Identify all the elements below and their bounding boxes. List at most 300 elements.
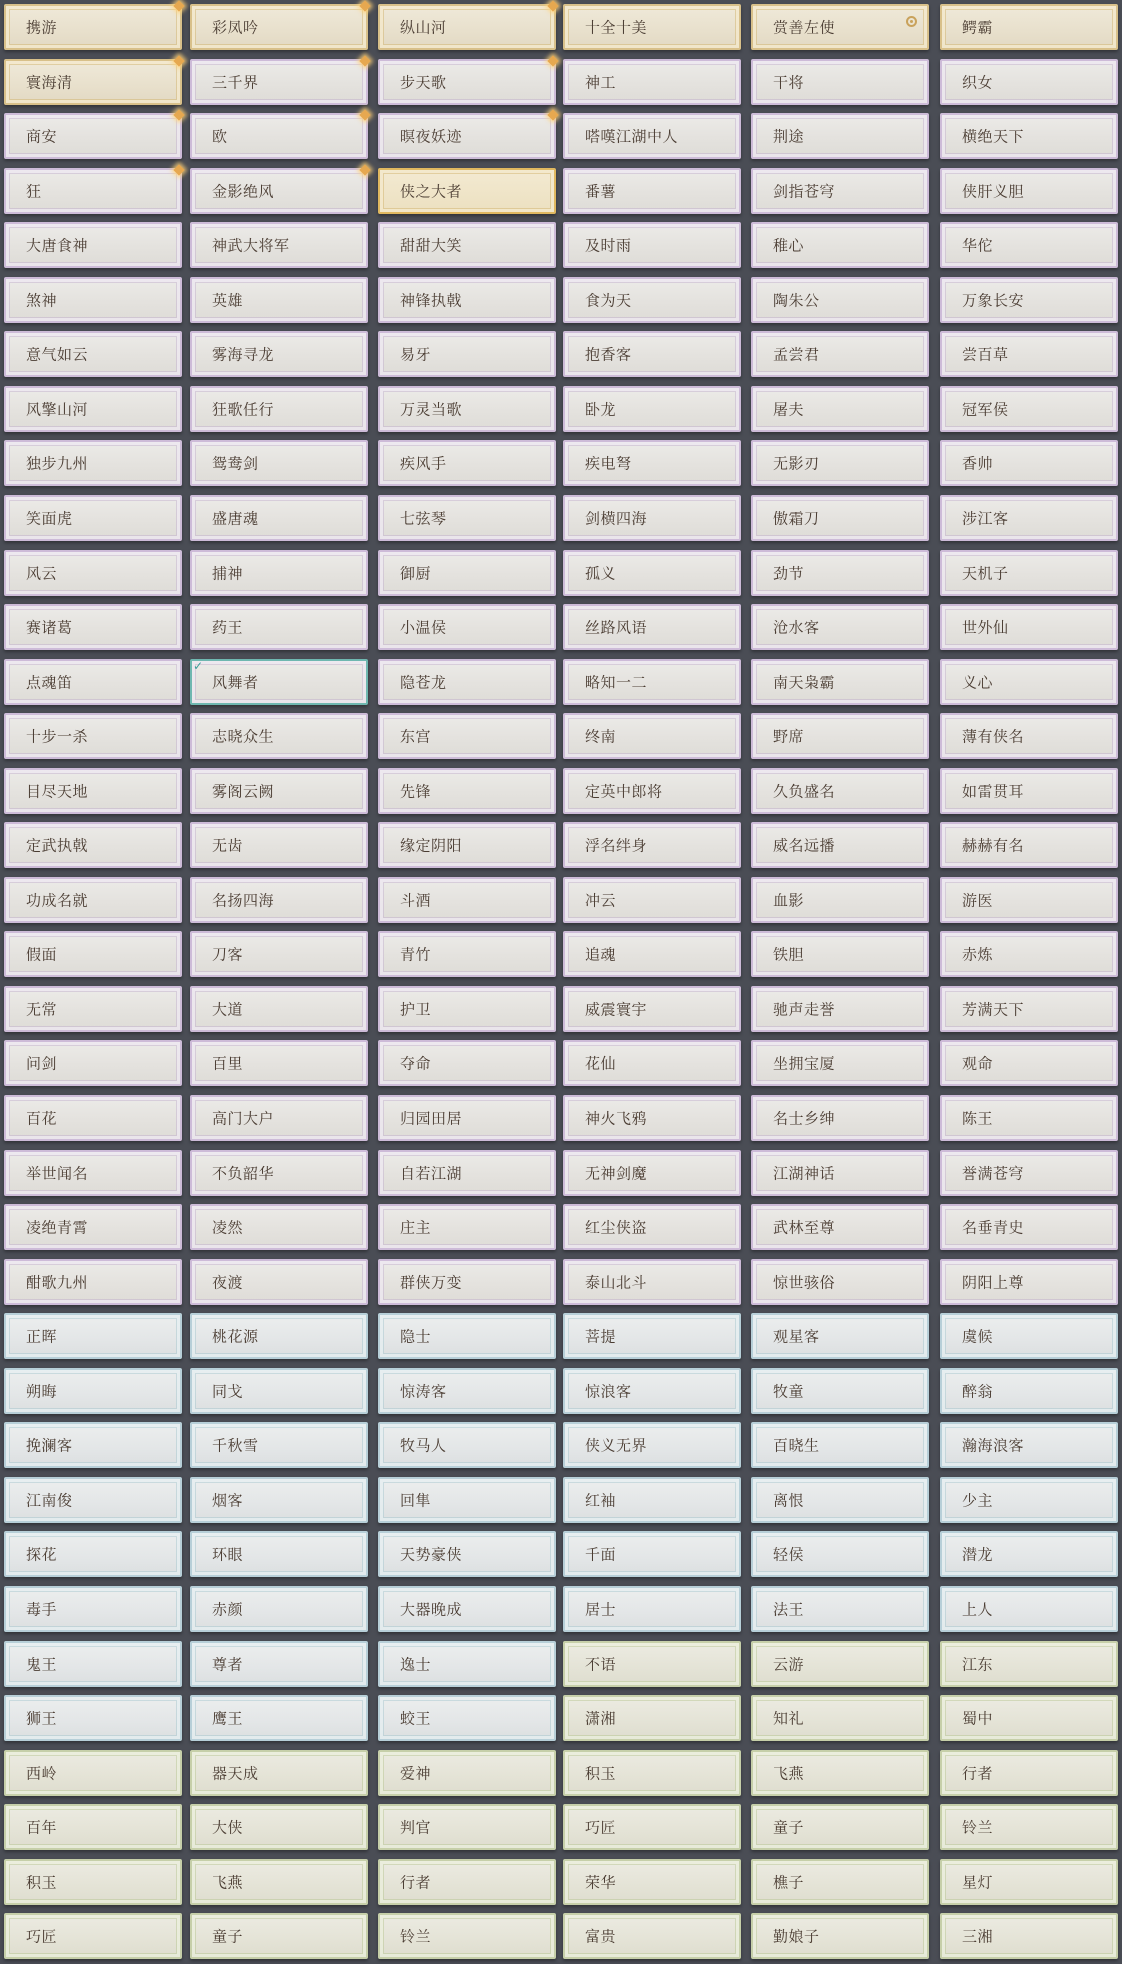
title-card[interactable] <box>563 1586 741 1632</box>
title-card-label: 疾电弩 <box>585 454 632 473</box>
title-card[interactable] <box>940 168 1118 214</box>
title-card[interactable] <box>4 659 182 705</box>
title-card[interactable] <box>378 1095 556 1141</box>
title-card-label: 点魂笛 <box>26 673 73 692</box>
title-card-label: 血影 <box>773 891 805 910</box>
title-card[interactable] <box>940 1259 1118 1305</box>
title-card[interactable] <box>563 1641 741 1687</box>
title-card[interactable] <box>190 4 368 50</box>
title-card-label: 独步九州 <box>26 454 89 473</box>
title-card[interactable] <box>940 1531 1118 1577</box>
title-card[interactable] <box>751 1422 929 1468</box>
title-card[interactable] <box>4 1204 182 1250</box>
title-card[interactable] <box>563 1913 741 1959</box>
title-card[interactable] <box>190 822 368 868</box>
title-card[interactable] <box>378 440 556 486</box>
title-card[interactable] <box>751 659 929 705</box>
title-card[interactable] <box>563 1695 741 1741</box>
title-card-label: 三千界 <box>212 73 259 92</box>
title-card-label: 法王 <box>773 1600 805 1619</box>
title-card[interactable] <box>563 277 741 323</box>
title-card[interactable] <box>378 277 556 323</box>
title-card[interactable] <box>378 713 556 759</box>
title-card[interactable] <box>940 1804 1118 1850</box>
title-card[interactable] <box>751 550 929 596</box>
title-card[interactable] <box>940 768 1118 814</box>
title-card[interactable] <box>751 113 929 159</box>
title-card[interactable] <box>563 1531 741 1577</box>
title-card[interactable] <box>378 1204 556 1250</box>
title-card[interactable] <box>190 1586 368 1632</box>
title-card[interactable] <box>4 168 182 214</box>
title-card-label: 蛟王 <box>400 1709 432 1728</box>
title-card[interactable] <box>378 1641 556 1687</box>
title-card-label: 勤娘子 <box>773 1927 820 1946</box>
title-card-label: 孤义 <box>585 564 617 582</box>
title-card[interactable] <box>751 4 929 50</box>
title-card[interactable] <box>378 1586 556 1632</box>
title-card[interactable] <box>563 113 741 159</box>
title-card[interactable] <box>378 1040 556 1086</box>
title-card-label: 先锋 <box>400 782 432 801</box>
title-card[interactable] <box>4 986 182 1032</box>
title-card[interactable] <box>190 1040 368 1086</box>
title-card-label: 巧匠 <box>585 1818 617 1837</box>
title-card[interactable] <box>190 1859 368 1905</box>
title-card-label: 大唐食神 <box>26 236 89 255</box>
title-card[interactable] <box>378 1531 556 1577</box>
title-card[interactable] <box>4 1859 182 1905</box>
title-card[interactable] <box>940 1695 1118 1741</box>
title-card-label: 神工 <box>585 73 617 92</box>
title-card[interactable] <box>940 386 1118 432</box>
title-card[interactable] <box>4 1695 182 1741</box>
title-card[interactable] <box>751 713 929 759</box>
title-card[interactable] <box>940 113 1118 159</box>
title-card[interactable] <box>190 931 368 977</box>
title-card[interactable] <box>190 59 368 105</box>
title-card[interactable] <box>378 768 556 814</box>
title-card[interactable] <box>940 495 1118 541</box>
title-card-label: 不负韶华 <box>212 1164 275 1183</box>
title-card[interactable] <box>4 1313 182 1359</box>
title-card-label: 飞燕 <box>212 1873 244 1892</box>
title-card[interactable] <box>4 59 182 105</box>
new-star-icon <box>173 55 184 66</box>
title-card[interactable] <box>563 440 741 486</box>
title-card[interactable] <box>751 1204 929 1250</box>
title-card[interactable] <box>940 1913 1118 1959</box>
title-card[interactable] <box>940 931 1118 977</box>
title-card[interactable] <box>378 1695 556 1741</box>
title-card-label: 彩凤吟 <box>212 18 259 37</box>
title-card-label: 名扬四海 <box>212 891 275 910</box>
title-card[interactable] <box>378 1477 556 1523</box>
title-card[interactable] <box>751 1150 929 1196</box>
title-card[interactable] <box>751 1695 929 1741</box>
title-card[interactable] <box>4 822 182 868</box>
title-card[interactable] <box>751 168 929 214</box>
title-card[interactable] <box>190 1313 368 1359</box>
title-card[interactable] <box>378 877 556 923</box>
title-card[interactable] <box>4 1422 182 1468</box>
title-card[interactable] <box>751 1259 929 1305</box>
title-card[interactable] <box>378 1313 556 1359</box>
title-card[interactable] <box>751 1750 929 1796</box>
new-star-icon <box>359 0 370 11</box>
title-card[interactable] <box>940 1040 1118 1086</box>
title-card[interactable] <box>751 1641 929 1687</box>
title-card[interactable] <box>751 604 929 650</box>
title-card[interactable] <box>190 440 368 486</box>
title-card[interactable] <box>751 386 929 432</box>
title-card-label: 群侠万变 <box>400 1273 463 1292</box>
title-card[interactable] <box>563 1422 741 1468</box>
title-card-label: 牧马人 <box>400 1436 447 1455</box>
title-card[interactable] <box>190 1095 368 1141</box>
title-card[interactable] <box>4 386 182 432</box>
title-card[interactable] <box>563 1204 741 1250</box>
title-card[interactable] <box>190 1150 368 1196</box>
title-card-label: 行者 <box>400 1873 432 1892</box>
title-card-label: 武林至尊 <box>773 1218 836 1237</box>
title-card-label: 回隼 <box>400 1491 432 1510</box>
title-card[interactable] <box>190 1641 368 1687</box>
title-card-label: 抱香客 <box>585 345 632 364</box>
title-card-label: 威名远播 <box>773 836 836 855</box>
title-card[interactable] <box>4 495 182 541</box>
title-card[interactable] <box>378 1150 556 1196</box>
title-card[interactable] <box>378 331 556 377</box>
title-card[interactable] <box>4 277 182 323</box>
title-card[interactable] <box>563 1095 741 1141</box>
title-card-label: 侠义无界 <box>585 1436 648 1455</box>
title-card[interactable] <box>563 168 741 214</box>
title-card[interactable] <box>190 331 368 377</box>
title-card[interactable] <box>190 1750 368 1796</box>
title-card[interactable] <box>563 1313 741 1359</box>
title-card[interactable] <box>378 822 556 868</box>
title-card-label: 孟尝君 <box>773 345 820 364</box>
new-star-icon <box>547 55 558 66</box>
title-card[interactable] <box>4 1150 182 1196</box>
title-card[interactable] <box>940 986 1118 1032</box>
title-card[interactable] <box>563 495 741 541</box>
title-card[interactable] <box>751 1095 929 1141</box>
title-card-label: 煞神 <box>26 291 58 310</box>
title-card-label: 沧水客 <box>773 618 820 637</box>
title-card[interactable] <box>4 1531 182 1577</box>
title-card[interactable] <box>751 331 929 377</box>
title-card[interactable] <box>190 986 368 1032</box>
title-card[interactable] <box>940 1313 1118 1359</box>
title-card[interactable] <box>563 986 741 1032</box>
new-star-icon <box>173 164 184 175</box>
title-card[interactable] <box>940 1422 1118 1468</box>
title-card[interactable] <box>940 59 1118 105</box>
title-card-label: 浮名绊身 <box>585 836 648 855</box>
title-card[interactable] <box>751 1913 929 1959</box>
title-card[interactable] <box>378 1913 556 1959</box>
title-card[interactable] <box>4 4 182 50</box>
title-card-label: 红袖 <box>585 1491 617 1510</box>
title-card[interactable] <box>190 1913 368 1959</box>
title-card-label: 鬼王 <box>26 1655 58 1673</box>
title-card[interactable] <box>4 931 182 977</box>
title-card[interactable] <box>190 1204 368 1250</box>
title-card[interactable] <box>190 168 368 214</box>
title-card-label: 环眼 <box>212 1545 244 1564</box>
title-card[interactable] <box>4 1913 182 1959</box>
title-card[interactable] <box>378 1368 556 1414</box>
title-card[interactable] <box>190 550 368 596</box>
title-card[interactable] <box>563 1368 741 1414</box>
title-card[interactable] <box>378 4 556 50</box>
title-card[interactable] <box>563 604 741 650</box>
title-card[interactable] <box>563 1750 741 1796</box>
title-card-label: 荆途 <box>773 127 805 146</box>
title-card[interactable] <box>563 4 741 50</box>
title-card[interactable] <box>378 604 556 650</box>
title-card[interactable] <box>751 986 929 1032</box>
title-card[interactable] <box>563 1477 741 1523</box>
title-card[interactable] <box>751 822 929 868</box>
title-card[interactable] <box>751 59 929 105</box>
title-card[interactable] <box>378 495 556 541</box>
title-card-label: 百年 <box>26 1818 58 1837</box>
title-card[interactable] <box>751 1040 929 1086</box>
title-card[interactable] <box>190 604 368 650</box>
title-card-label: 赛诸葛 <box>26 618 73 637</box>
title-card[interactable] <box>4 1040 182 1086</box>
title-card[interactable] <box>4 713 182 759</box>
title-card[interactable] <box>4 604 182 650</box>
title-card[interactable] <box>563 386 741 432</box>
title-card-label: 世外仙 <box>962 618 1009 637</box>
title-card[interactable] <box>190 1477 368 1523</box>
title-card-label: 毒手 <box>26 1600 58 1619</box>
title-card[interactable] <box>940 1477 1118 1523</box>
title-card[interactable] <box>940 1150 1118 1196</box>
title-card[interactable] <box>751 1859 929 1905</box>
title-card[interactable] <box>4 550 182 596</box>
title-card[interactable] <box>563 1040 741 1086</box>
new-star-icon <box>173 0 184 11</box>
title-card[interactable] <box>4 222 182 268</box>
title-card[interactable] <box>4 1259 182 1305</box>
title-card-label: 笑面虎 <box>26 509 73 528</box>
title-card[interactable] <box>190 1422 368 1468</box>
title-card[interactable] <box>190 877 368 923</box>
title-card[interactable] <box>190 659 368 705</box>
title-card-label: 南天枭霸 <box>773 673 836 692</box>
title-card-label: 威震寰宇 <box>585 1000 648 1019</box>
title-card[interactable] <box>751 1477 929 1523</box>
title-card-label: 西岭 <box>26 1764 58 1783</box>
title-card[interactable] <box>4 768 182 814</box>
title-card[interactable] <box>751 931 929 977</box>
title-card[interactable] <box>940 1586 1118 1632</box>
title-card[interactable] <box>190 1695 368 1741</box>
title-card[interactable] <box>190 1368 368 1414</box>
title-card[interactable] <box>378 1259 556 1305</box>
title-card[interactable] <box>563 931 741 977</box>
title-card-label: 三湘 <box>962 1927 994 1946</box>
title-card[interactable] <box>378 1804 556 1850</box>
title-card[interactable] <box>563 331 741 377</box>
title-card[interactable] <box>4 1477 182 1523</box>
title-card-label: 雾海寻龙 <box>212 345 275 364</box>
title-card-label: 野席 <box>773 727 805 746</box>
title-card-label: 赏善左使 <box>773 18 836 37</box>
title-card[interactable] <box>751 277 929 323</box>
title-card[interactable] <box>940 277 1118 323</box>
title-card-label: 离恨 <box>773 1491 805 1510</box>
title-card[interactable] <box>751 1804 929 1850</box>
title-card[interactable] <box>751 1368 929 1414</box>
title-card[interactable] <box>4 331 182 377</box>
title-card[interactable] <box>563 822 741 868</box>
title-card[interactable] <box>563 1150 741 1196</box>
title-card-label: 上人 <box>962 1600 994 1619</box>
title-card[interactable] <box>378 986 556 1032</box>
title-card[interactable] <box>190 495 368 541</box>
title-card-label: 驰声走誉 <box>773 1000 836 1019</box>
title-card[interactable] <box>563 768 741 814</box>
title-card-label: 欧 <box>212 127 228 146</box>
title-card[interactable] <box>190 113 368 159</box>
title-card-label: 定武执戟 <box>26 836 89 855</box>
title-card[interactable] <box>563 877 741 923</box>
title-card[interactable] <box>4 113 182 159</box>
title-card[interactable] <box>751 1313 929 1359</box>
title-card-label: 富贵 <box>585 1927 617 1946</box>
title-card[interactable] <box>4 877 182 923</box>
title-card[interactable] <box>378 59 556 105</box>
title-card-label: 惊世骇俗 <box>773 1273 836 1292</box>
title-card-label: 樵子 <box>773 1873 805 1892</box>
title-card[interactable] <box>190 1804 368 1850</box>
title-card[interactable] <box>940 713 1118 759</box>
title-card[interactable] <box>940 1095 1118 1141</box>
title-card-label: 坐拥宝厦 <box>773 1054 836 1073</box>
title-card[interactable] <box>563 1259 741 1305</box>
title-card[interactable] <box>940 4 1118 50</box>
swirl-icon <box>906 16 917 27</box>
title-card[interactable] <box>563 659 741 705</box>
title-card-label: 丝路风语 <box>585 618 648 637</box>
title-card-label: 夜渡 <box>212 1273 244 1292</box>
title-card[interactable] <box>940 222 1118 268</box>
title-card-label: 万灵当歌 <box>400 400 463 419</box>
title-card[interactable] <box>190 1259 368 1305</box>
title-card[interactable] <box>4 1804 182 1850</box>
title-card[interactable] <box>4 1586 182 1632</box>
title-card[interactable] <box>940 1368 1118 1414</box>
title-card-label: 游医 <box>962 891 994 910</box>
title-card[interactable] <box>940 1641 1118 1687</box>
title-card-label: 携游 <box>26 18 58 37</box>
title-card[interactable] <box>563 713 741 759</box>
title-card-label: 桃花源 <box>212 1327 259 1346</box>
title-card-label: 金影绝风 <box>212 182 275 201</box>
check-icon: ✓ <box>193 658 204 673</box>
title-card[interactable] <box>563 550 741 596</box>
title-card-label: 居士 <box>585 1600 617 1619</box>
title-card[interactable] <box>378 1750 556 1796</box>
title-card[interactable] <box>378 168 556 214</box>
title-card-label: 观星客 <box>773 1327 820 1346</box>
title-card[interactable] <box>940 1859 1118 1905</box>
title-card[interactable] <box>4 440 182 486</box>
title-card[interactable] <box>940 659 1118 705</box>
title-card[interactable] <box>378 931 556 977</box>
title-card[interactable] <box>751 440 929 486</box>
title-card-label: 轻侯 <box>773 1545 805 1564</box>
title-card[interactable] <box>4 1641 182 1687</box>
title-card[interactable] <box>751 768 929 814</box>
title-card[interactable] <box>563 1804 741 1850</box>
title-card[interactable] <box>563 222 741 268</box>
title-card-label: 百晓生 <box>773 1436 820 1455</box>
title-card-label: 名士乡绅 <box>773 1109 836 1128</box>
title-card-label: 冠军侯 <box>962 400 1009 419</box>
title-card[interactable] <box>751 1531 929 1577</box>
title-card[interactable] <box>563 59 741 105</box>
title-card[interactable] <box>751 877 929 923</box>
title-card[interactable] <box>940 550 1118 596</box>
title-card-label: 千面 <box>585 1545 617 1564</box>
title-card[interactable] <box>378 1422 556 1468</box>
title-card[interactable] <box>190 1531 368 1577</box>
title-card[interactable] <box>940 604 1118 650</box>
title-card-label: 终南 <box>585 727 617 746</box>
title-card[interactable] <box>190 768 368 814</box>
title-card[interactable] <box>378 386 556 432</box>
title-card-label: 目尽天地 <box>26 782 89 801</box>
title-card[interactable] <box>4 1368 182 1414</box>
title-card[interactable] <box>940 331 1118 377</box>
title-card[interactable] <box>940 877 1118 923</box>
title-card-label: 正晖 <box>26 1327 58 1346</box>
title-card[interactable] <box>4 1095 182 1141</box>
title-card[interactable] <box>940 1204 1118 1250</box>
title-card[interactable] <box>940 822 1118 868</box>
title-card[interactable] <box>190 386 368 432</box>
title-card[interactable] <box>190 222 368 268</box>
title-card-label: 尊者 <box>212 1655 244 1673</box>
title-card-label: 商安 <box>26 127 58 146</box>
title-card[interactable] <box>190 713 368 759</box>
title-card-label: 酣歌九州 <box>26 1273 89 1292</box>
title-card[interactable] <box>378 659 556 705</box>
title-card[interactable] <box>940 440 1118 486</box>
title-card-label: 举世闻名 <box>26 1164 89 1183</box>
title-card[interactable] <box>378 1859 556 1905</box>
title-card[interactable] <box>378 222 556 268</box>
title-card[interactable] <box>563 1859 741 1905</box>
title-card[interactable] <box>940 1750 1118 1796</box>
title-card-label: 赫赫有名 <box>962 836 1025 855</box>
title-card-label: 刀客 <box>212 945 244 964</box>
title-card[interactable] <box>378 550 556 596</box>
title-card[interactable] <box>190 277 368 323</box>
title-card[interactable] <box>751 495 929 541</box>
title-card[interactable] <box>751 222 929 268</box>
title-card[interactable] <box>378 113 556 159</box>
title-card[interactable] <box>751 1586 929 1632</box>
title-card[interactable] <box>4 1750 182 1796</box>
